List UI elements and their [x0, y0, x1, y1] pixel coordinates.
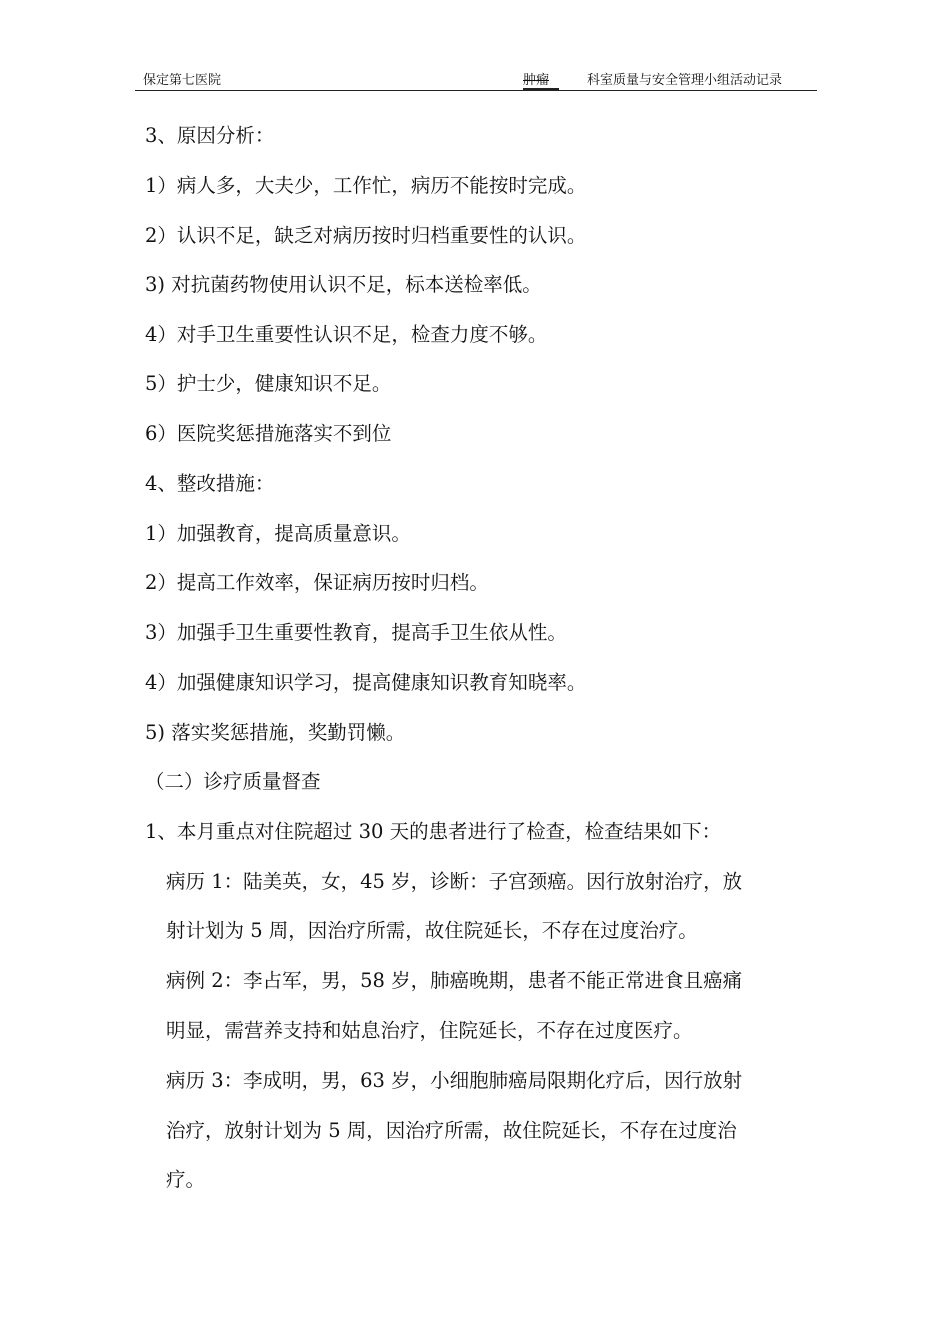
case-3-line-2: 治疗，放射计划为 5 周，因治疗所需，故住院延长，不存在过度治	[166, 1119, 737, 1142]
inspection-intro: 1、本月重点对住院超过 30 天的患者进行了检查，检查结果如下：	[145, 820, 722, 843]
cause-item-2: 2）认识不足，缺乏对病历按时归档重要性的认识。	[145, 224, 587, 247]
cause-item-4: 4）对手卫生重要性认识不足，检查力度不够。	[145, 323, 548, 346]
measure-item-1: 1）加强教育，提高质量意识。	[145, 522, 411, 545]
section-heading-corrective-measures: 4、整改措施：	[145, 472, 275, 495]
case-2-line-1: 病例 2：李占军，男，58 岁，肺癌晚期，患者不能正常进食且癌痛	[166, 969, 743, 992]
cause-item-6: 6）医院奖惩措施落实不到位	[145, 422, 392, 445]
section-heading-treatment-quality: （二）诊疗质量督查	[145, 770, 321, 793]
case-3-line-3: 疗。	[166, 1168, 206, 1191]
header-record-title: 科室质量与安全管理小组活动记录	[587, 73, 783, 88]
measure-item-5: 5) 落实奖惩措施，奖勤罚懒。	[145, 721, 406, 744]
cause-item-3: 3) 对抗菌药物使用认识不足，标本送检率低。	[145, 273, 542, 296]
section-heading-cause-analysis: 3、原因分析：	[145, 124, 275, 147]
cause-item-1: 1）病人多，大夫少，工作忙，病历不能按时完成。	[145, 174, 587, 197]
case-2-line-2: 明显，需营养支持和姑息治疗，住院延长，不存在过度医疗。	[166, 1019, 693, 1042]
measure-item-4: 4）加强健康知识学习，提高健康知识教育知晓率。	[145, 671, 587, 694]
case-1-line-1: 病历 1：陆美英，女，45 岁，诊断：子宫颈癌。因行放射治疗，放	[166, 870, 743, 893]
case-1-line-2: 射计划为 5 周，因治疗所需，故住院延长，不存在过度治疗。	[166, 919, 698, 942]
header-hospital-name: 保定第七医院	[143, 73, 222, 88]
header-department: 肿瘤	[523, 73, 550, 88]
measure-item-2: 2）提高工作效率，保证病历按时归档。	[145, 571, 489, 594]
measure-item-3: 3）加强手卫生重要性教育，提高手卫生依从性。	[145, 621, 567, 644]
case-3-line-1: 病历 3：李成明，男，63 岁，小细胞肺癌局限期化疗后，因行放射	[166, 1069, 743, 1092]
cause-item-5: 5）护士少，健康知识不足。	[145, 372, 392, 395]
